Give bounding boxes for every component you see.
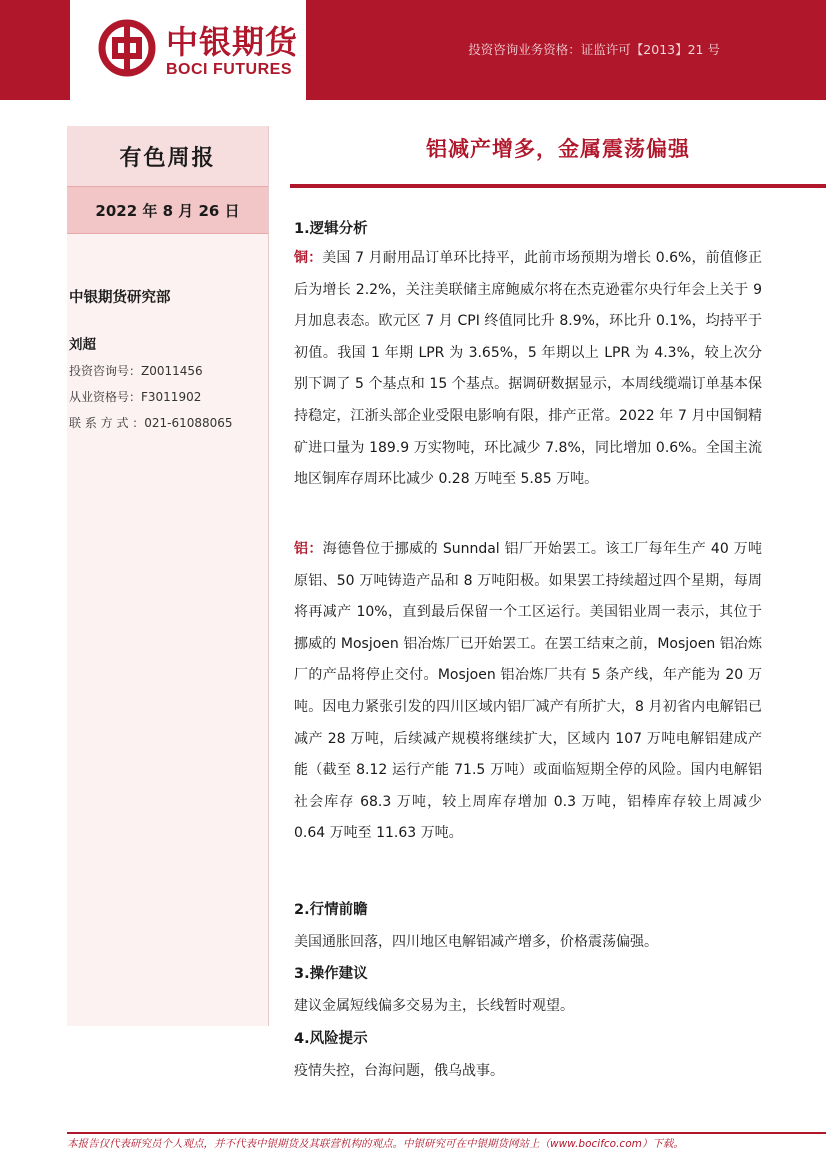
logo (70, 0, 306, 100)
risk-text: 疫情失控，台海问题，俄乌战事。 (294, 1063, 504, 1079)
report-type: 有色周报 (67, 126, 268, 186)
section-heading-advice: 3.操作建议 (294, 966, 368, 982)
section-heading-outlook: 2.行情前瞻 (294, 902, 368, 918)
analyst-name: 刘超 (69, 337, 96, 353)
footer-disclaimer: 本报告仅代表研究员个人观点，并不代表中银期货及其联营机构的观点。中银研究可在中银期货网站上（www.bocifco.com）下载。 (67, 1138, 684, 1150)
contact-license-no: 从业资格号：F3011902 (69, 390, 202, 404)
header-band (0, 0, 826, 100)
aluminum-text: 海德鲁位于挪威的 Sunndal 铝厂开始罢工。该工厂每年生产 40 万吨原铝、50 万吨铸造产品和 8 万吨阳极。如果罢工持续超过四个星期，每周将再减产 10%，直到最后保留一个工区运行。美国铝业周一表示，其位于挪威的 Mosjoen 铝冶炼厂已开始罢工。在罢工结束之前，Mosjoen 铝冶炼厂的产品将停止交付。Mosjoen 铝冶炼厂共有 5 条产线，年产能为 20 万吨。因电力紧张引发的四川区域内铝厂减产有所扩大，8 月初省内电解铝已减产 28 万吨，后续减产规模将继续扩大，区域内 107 万吨电解铝建成产能（截至 8.12 运行产能 71.5 万吨）或面临短期全停的风险。国内电解铝社会库存 68.3 万吨，较上周库存增加 0.3 万吨，铝棒库存较上周减少 0.64 万吨至 11.63 万吨。 (294, 541, 762, 842)
copper-text: 美国 7 月耐用品订单环比持平，此前市场预期为增长 0.6%，前值修正后为增长 2.2%，关注美联储主席鲍威尔将在杰克逊霍尔央行年会上关于 9 月加息表态。欧元区 7 月 CPI 终值同比升 8.9%，环比升 0.1%，均持平于初值。我国 1 年期 LPR 为 3.65%，5 年期以上 LPR 为 4.3%，较上次分别下调了 5 个基点和 15 个基点。据调研数据显示，本周线缆端订单基本保持稳定，江浙头部企业受限电影响有限，排产正常。2022 年 7 月中国铜精矿进口量为 189.9 万实物吨，环比减少 7.8%，同比增加 0.6%。全国主流地区铜库存周环比减少 0.28 万吨至 5.85 万吨。 (294, 250, 763, 488)
advice-text: 建议金属短线偏多交易为主，长线暂时观望。 (294, 998, 574, 1014)
copper-paragraph (294, 243, 762, 496)
department: 中银期货研究部 (69, 290, 171, 306)
report-date: 2022 年 8 月 26 日 (67, 186, 268, 234)
aluminum-paragraph (294, 534, 762, 850)
footer-divider (67, 1132, 826, 1134)
section-heading-logic: 1.逻辑分析 (294, 221, 368, 237)
sidebar-divider (268, 126, 269, 1026)
title-underline (290, 184, 826, 188)
license-text: 投资咨询业务资格：证监许可【2013】21 号 (468, 42, 720, 57)
logo-chinese-name: 中银期货 (166, 23, 299, 61)
contact-phone: 联 系 方 式 ：021-61088065 (69, 416, 233, 430)
outlook-text: 美国通胀回落，四川地区电解铝减产增多，价格震荡偏强。 (294, 934, 658, 950)
sidebar (67, 126, 268, 1026)
copper-lead: 铜： (294, 250, 323, 266)
logo-english-name: BOCI FUTURES (166, 61, 292, 78)
boc-logo-icon (98, 19, 156, 77)
contact-consult-no: 投资咨询号：Z0011456 (69, 364, 203, 378)
report-title: 铝减产增多，金属震荡偏强 (426, 137, 690, 161)
aluminum-lead: 铝： (294, 541, 323, 557)
section-heading-risk: 4.风险提示 (294, 1031, 368, 1047)
